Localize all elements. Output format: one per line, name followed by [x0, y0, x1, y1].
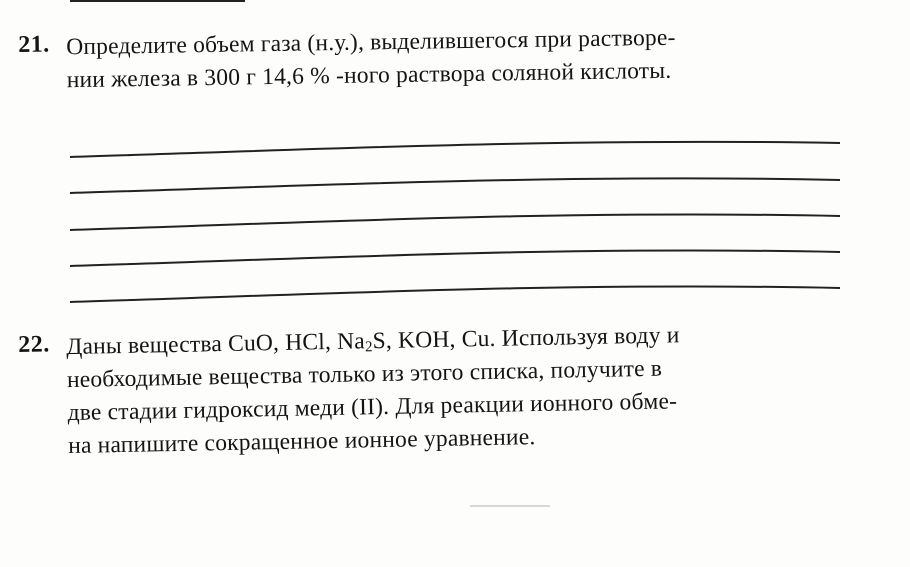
- task-text: [66, 316, 848, 463]
- answer-line: [70, 178, 840, 193]
- answer-line: [70, 250, 840, 266]
- task-text-line: нии железа в 300 г 14,6 % -ного раствора соляной кислоты.: [66, 57, 672, 94]
- task-number: 22.: [18, 331, 50, 358]
- answer-line: [70, 214, 840, 230]
- subscript: 2: [364, 339, 373, 356]
- task-text-line: две стадии гидроксид меди (II). Для реакции ионного обме-: [67, 388, 678, 427]
- answer-line: [70, 142, 840, 157]
- task-text-line: на напишите сокращенное ионное уравнение.: [67, 424, 536, 460]
- task-number: 21.: [18, 31, 50, 58]
- answer-line: [70, 286, 840, 302]
- task-text-line: необходимые вещества только из этого списка, получите в: [66, 355, 663, 394]
- task-text-line: Определите объем газа (н.у.), выделившегося при растворе-: [66, 24, 676, 61]
- task-text-fragment: Даны вещества CuO, HCl, Na: [66, 328, 366, 361]
- faint-line-mark: [470, 505, 550, 507]
- task-text-fragment: S, KOH, Cu. Используя воду и: [372, 322, 680, 355]
